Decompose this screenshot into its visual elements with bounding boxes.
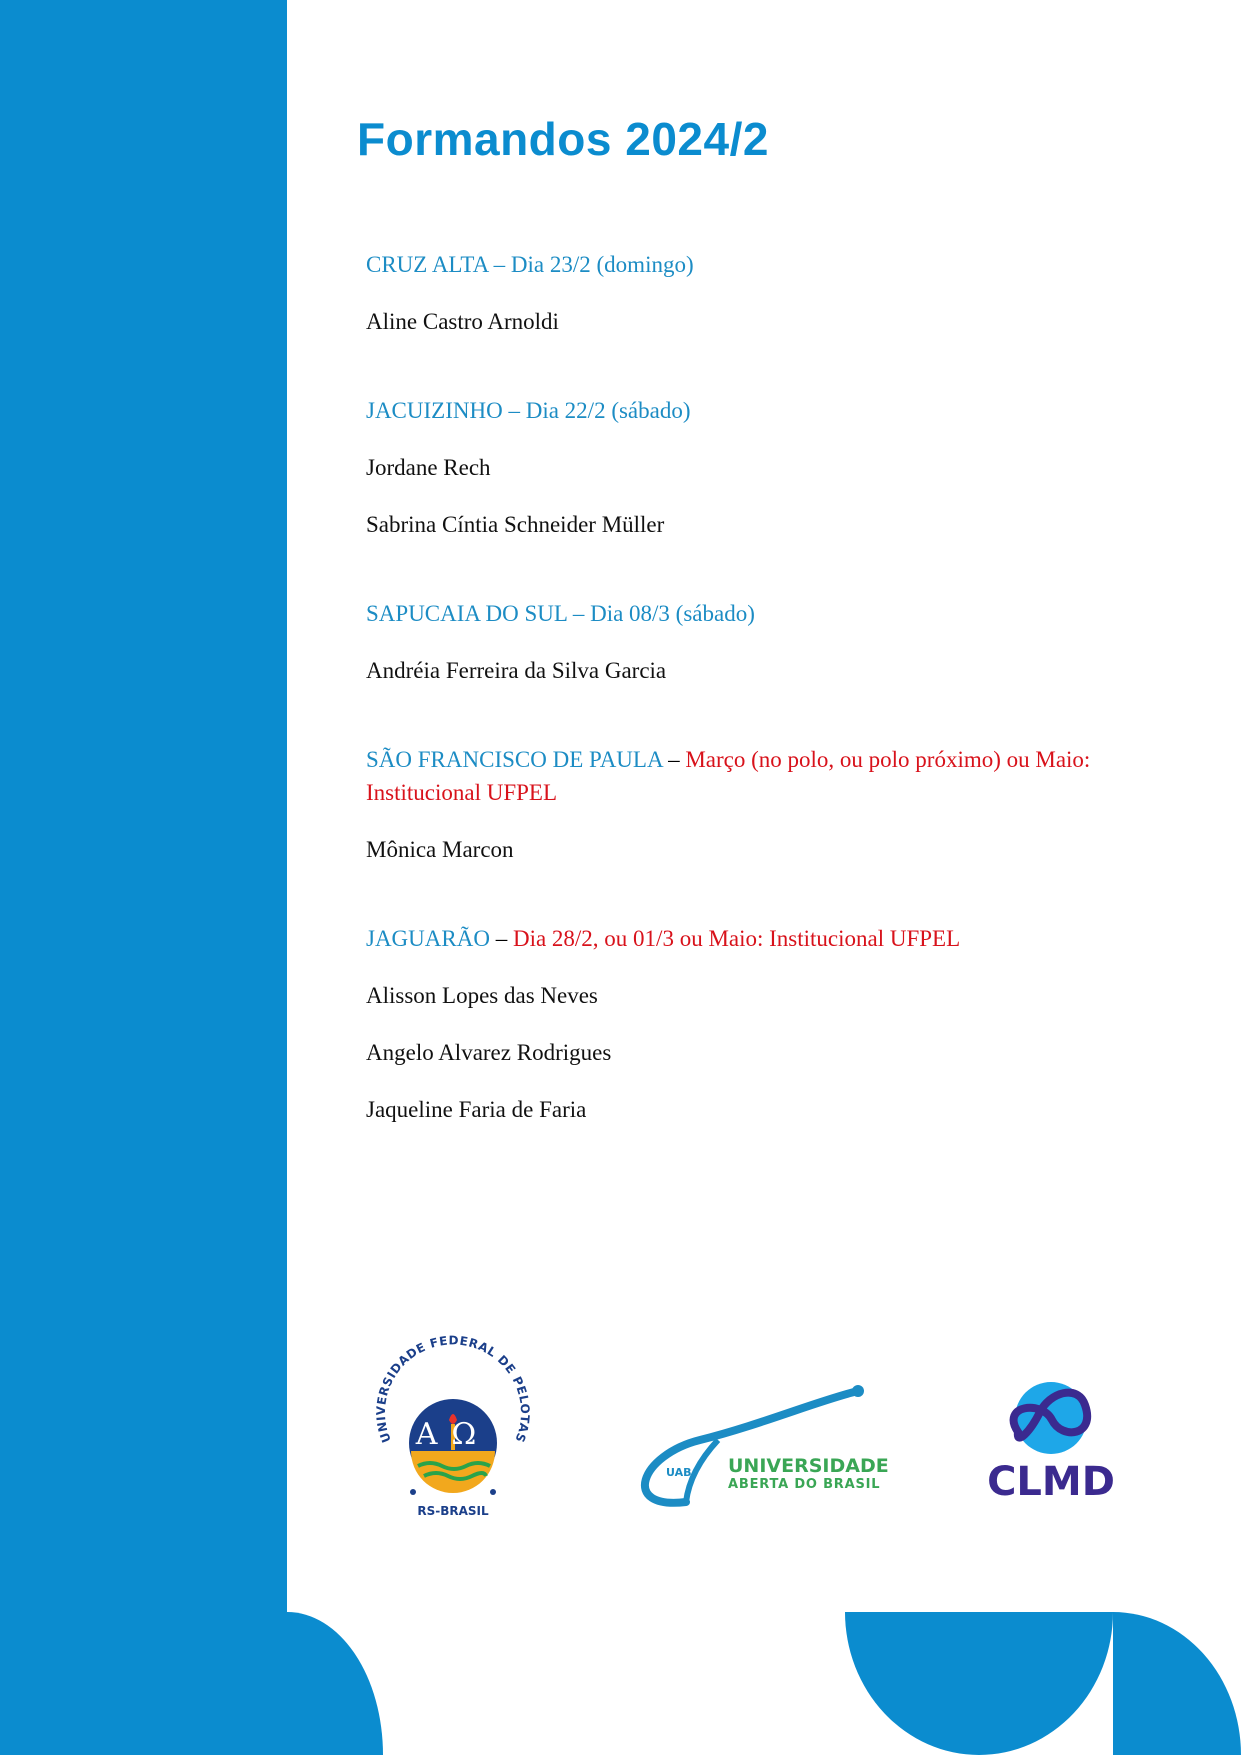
ufpel-alpha-omega: AΩ bbox=[415, 1417, 491, 1452]
clmd-text: CLMD bbox=[987, 1459, 1115, 1505]
separator: – bbox=[668, 747, 680, 772]
graduate-name: Andréia Ferreira da Silva Garcia bbox=[366, 658, 667, 683]
ceremony-date: Dia 23/2 (domingo) bbox=[510, 252, 694, 277]
location-name: SAPUCAIA DO SUL bbox=[366, 601, 568, 626]
ceremony-date: Dia 22/2 (sábado) bbox=[525, 398, 691, 423]
separator: – bbox=[493, 252, 506, 277]
uab-logo bbox=[645, 1385, 889, 1503]
location-name: JAGUARÃO bbox=[366, 926, 490, 951]
ceremony-date: Março (no polo, ou polo próximo) ou Maio: Institucional UFPEL bbox=[366, 747, 1091, 805]
uab-line1: UNIVERSIDADE bbox=[728, 1455, 889, 1477]
clmd-logo bbox=[987, 1382, 1115, 1505]
graduate-name: Aline Castro Arnoldi bbox=[366, 309, 559, 334]
graduate-name: Jordane Rech bbox=[366, 455, 491, 480]
graduate-name: Jaqueline Faria de Faria bbox=[366, 1097, 587, 1122]
graduate-name: Sabrina Cíntia Schneider Müller bbox=[366, 512, 665, 537]
ceremony-date: Dia 28/2, ou 01/3 ou Maio: Institucional UFPEL bbox=[512, 926, 961, 951]
ufpel-ring-text: UNIVERSIDADE FEDERAL DE PELOTAS bbox=[373, 1333, 533, 1445]
ufpel-seal-logo bbox=[374, 1333, 532, 1518]
separator: – bbox=[495, 926, 508, 951]
ufpel-bottom-text: RS-BRASIL bbox=[417, 1504, 489, 1518]
location-name: SÃO FRANCISCO DE PAULA bbox=[366, 747, 663, 772]
graduate-name: Mônica Marcon bbox=[366, 837, 514, 862]
graduate-name: Angelo Alvarez Rodrigues bbox=[366, 1040, 612, 1065]
ceremony-date: Dia 08/3 (sábado) bbox=[590, 601, 755, 626]
page-title: Formandos 2024/2 bbox=[357, 113, 769, 165]
location-name: JACUIZINHO bbox=[366, 398, 503, 423]
uab-short-text: UAB bbox=[666, 1466, 692, 1479]
separator: – bbox=[572, 601, 585, 626]
location-name: CRUZ ALTA bbox=[366, 252, 488, 277]
uab-line2: ABERTA DO BRASIL bbox=[728, 1477, 881, 1492]
graduate-name: Alisson Lopes das Neves bbox=[366, 983, 598, 1008]
separator: – bbox=[508, 398, 520, 423]
